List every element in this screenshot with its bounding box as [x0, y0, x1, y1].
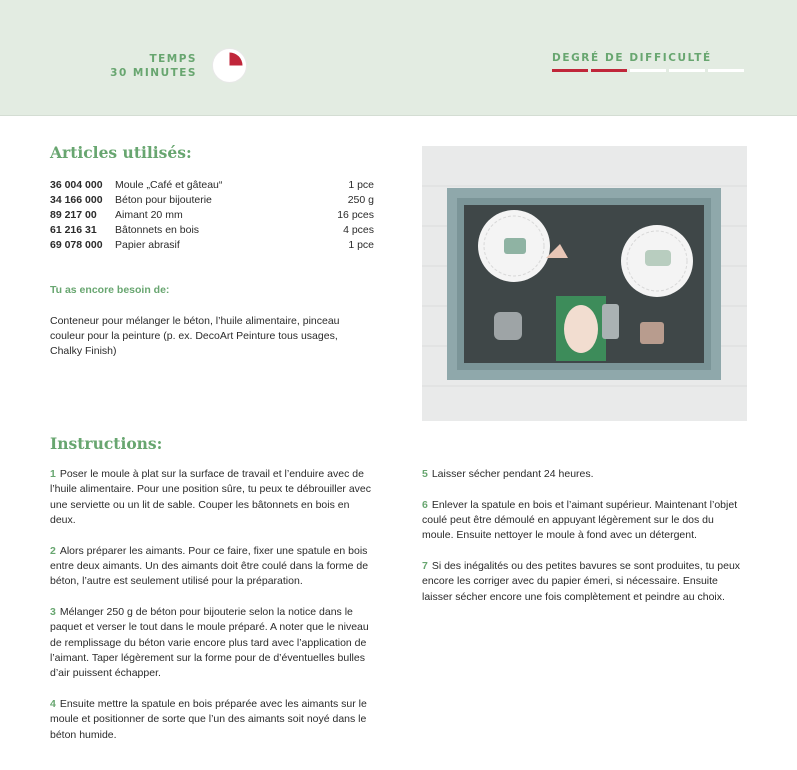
article-name: Bâtonnets en bois [115, 224, 200, 236]
step-text: Alors préparer les aimants. Pour ce faire, fixer une spatule en bois entre deux aimants. Un des aimants doit être coulé dans la forme de béton, l’autre est seulement utilisé pour la préparation. [50, 544, 369, 588]
article-qty: 4 pces [343, 224, 374, 236]
article-row [50, 193, 374, 208]
article-qty: 1 pce [348, 239, 374, 251]
difficulty-bars [552, 69, 747, 72]
articles-table [50, 178, 374, 253]
article-row [50, 238, 374, 253]
instruction-step [422, 559, 747, 605]
article-name: Aimant 20 mm [115, 209, 183, 221]
need-text: Conteneur pour mélanger le béton, l’huile alimentaire, pinceau couleur pour la peinture (p. ex. DecoArt Peinture tous usages, Chalky Finish) [50, 315, 340, 357]
step-number: 2 [50, 544, 56, 557]
instruction-step [422, 498, 747, 544]
instruction-step [50, 605, 376, 681]
clock-elapsed-slice [230, 53, 243, 66]
article-name: Papier abrasif [115, 239, 180, 251]
clock-pie-graphic [213, 49, 246, 82]
time-info [100, 52, 197, 80]
instruction-step [422, 467, 747, 482]
article-qty: 250 g [347, 194, 374, 206]
need-title: Tu as encore besoin de: [50, 284, 170, 296]
instructions-title: Instructions: [50, 434, 163, 453]
article-qty: 16 pces [337, 209, 374, 221]
header-band [0, 0, 797, 116]
article-code: 36 004 000 [50, 179, 103, 191]
article-row [50, 208, 374, 223]
articles-title: Articles utilisés: [50, 143, 192, 162]
instruction-step [50, 697, 376, 743]
step-text: Poser le moule à plat sur la surface de travail et l’enduire avec de l’huile alimentaire. Pour une position sûre, tu peux te débrouiller avec une serviette ou un lit de sable. Couper les bâtonnets en bois en deux. [50, 468, 372, 526]
step-text: Mélanger 250 g de béton pour bijouterie selon la notice dans le paquet et verser le tout dans le moule préparé. A noter que le niveau de remplissage du béton varie encore plus tard avec l’application de l’aimant. Taper légèrement sur la forme pour de d’éventuelles bulles d’air puissent échapper. [50, 606, 369, 680]
difficulty-bar [591, 69, 627, 72]
article-row [50, 223, 374, 238]
instruction-step [50, 544, 376, 590]
instruction-step [50, 467, 376, 528]
difficulty-label: DEGRÉ DE DIFFICULTÉ [552, 52, 712, 64]
step-number: 6 [422, 498, 428, 511]
time-value: 30 MINUTES [110, 67, 197, 79]
difficulty-bar [552, 69, 588, 72]
step-number: 7 [422, 560, 428, 573]
article-code: 34 166 000 [50, 194, 103, 206]
article-code: 89 217 00 [50, 209, 97, 221]
difficulty-bar [630, 69, 666, 72]
article-name: Béton pour bijouterie [115, 194, 212, 206]
step-number: 1 [50, 468, 56, 480]
product-photo [422, 146, 747, 421]
instructions-left-column [50, 467, 376, 758]
article-name: Moule „Café et gâteau“ [115, 179, 223, 191]
article-code: 61 216 31 [50, 224, 97, 236]
difficulty-bar [708, 69, 744, 72]
step-number: 5 [422, 468, 428, 480]
step-text: Laisser sécher pendant 24 heures. [431, 468, 594, 480]
step-text: Si des inégalités ou des petites bavures se sont produites, tu peux encore les corriger avec du papier émeri, si nécessaire. Ensuite laisser sécher encore une fois complètement et peindre au choix. [422, 560, 741, 603]
article-row [50, 178, 374, 193]
step-number: 4 [50, 698, 56, 711]
magnet-board-photo-icon [422, 146, 747, 421]
difficulty-info [552, 52, 747, 72]
instructions-right-column [422, 467, 747, 621]
article-qty: 1 pce [348, 179, 374, 191]
time-label: TEMPS [149, 53, 197, 65]
article-code: 69 078 000 [50, 239, 103, 251]
difficulty-bar [669, 69, 705, 72]
step-number: 3 [50, 606, 56, 619]
step-text: Enlever la spatule en bois et l’aimant supérieur. Maintenant l’objet coulé peut être démoulé en appuyant légèrement sur le dos du moule. Ensuite nettoyer le moule à fond avec un détergent. [422, 498, 738, 542]
clock-icon [212, 48, 247, 83]
step-text: Ensuite mettre la spatule en bois préparée avec les aimants sur le moule et positionner de sorte que l’un des aimants soit noyé dans le béton humide. [50, 698, 367, 741]
